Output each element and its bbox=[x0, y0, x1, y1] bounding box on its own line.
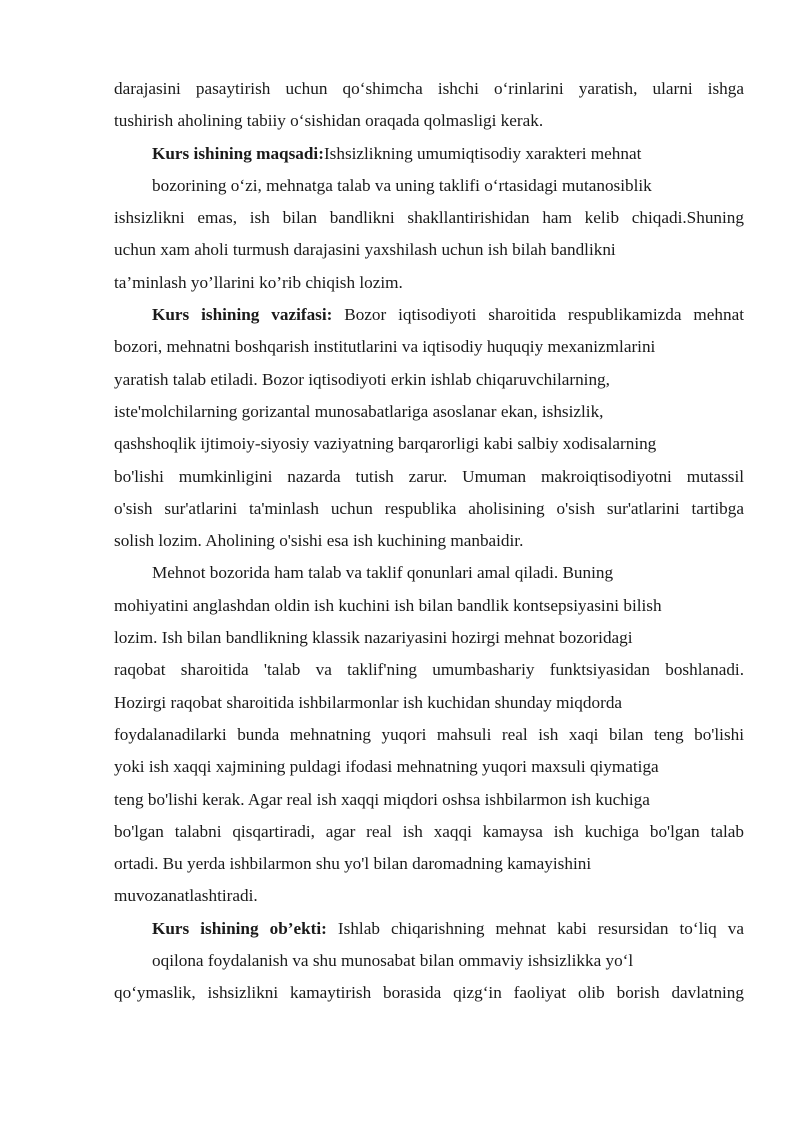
text-line bbox=[114, 880, 744, 912]
line-text: tushirish aholining tabiiy o‘sishidan oraqada qolmasligi kerak. bbox=[114, 111, 544, 131]
text-line bbox=[114, 590, 744, 622]
text-line bbox=[114, 428, 744, 460]
text-line bbox=[114, 73, 744, 105]
line-text: yaratish talab etiladi. Bozor iqtisodiyoti erkin ishlab chiqaruvchilarning, bbox=[114, 369, 610, 389]
line-text: ishsizlikni emas, ish bilan bandlikni shakllantirishidan ham kelib chiqadi.Shuning bbox=[114, 208, 744, 228]
text-line bbox=[114, 913, 744, 945]
text-line bbox=[114, 751, 744, 783]
line-text: Hozirgi raqobat sharoitida ishbilarmonlar ish kuchidan shunday miqdorda bbox=[114, 692, 623, 712]
section-heading: Kurs ishining ob’ekti: bbox=[152, 918, 327, 938]
text-line bbox=[114, 331, 744, 363]
line-text: mohiyatini anglashdan oldin ish kuchini ish bilan bandlik kontsepsiyasini bilish bbox=[114, 595, 662, 615]
line-text: qo‘ymaslik, ishsizlikni kamaytirish borasida qizg‘in faoliyat olib borish davlatning bbox=[114, 983, 744, 1003]
text-line bbox=[114, 557, 744, 589]
line-text: Ishlab chiqarishning mehnat kabi resursidan to‘liq va bbox=[326, 918, 744, 938]
text-line bbox=[114, 267, 744, 299]
line-text: ortadi. Bu yerda ishbilarmon shu yo'l bilan daromadning kamayishini bbox=[114, 854, 592, 874]
text-line bbox=[114, 170, 744, 202]
text-line bbox=[114, 977, 744, 1009]
text-line bbox=[114, 396, 744, 428]
text-line bbox=[114, 719, 744, 751]
text-line bbox=[114, 493, 744, 525]
line-text: ta’minlash yo’llarini ko’rib chiqish lozim. bbox=[114, 272, 403, 292]
line-text: iste'molchilarning gorizantal munosabatlariga asoslanar ekan, ishsizlik, bbox=[114, 401, 604, 421]
line-text: Ishsizlikning umumiqtisodiy xarakteri mehnat bbox=[323, 143, 642, 163]
line-text: bo'lishi mumkinligini nazarda tutish zarur. Umuman makroiqtisodiyotni mutassil bbox=[114, 466, 744, 486]
line-text: Bozor iqtisodiyoti sharoitida respublikamizda mehnat bbox=[332, 305, 744, 325]
line-text: Mehnot bozorida ham talab va taklif qonunlari amal qiladi. Buning bbox=[152, 563, 614, 583]
text-line bbox=[114, 848, 744, 880]
line-text: qashshoqlik ijtimoiy-siyosiy vaziyatning barqarorligi kabi salbiy xodisalarning bbox=[114, 434, 657, 454]
text-line bbox=[114, 654, 744, 686]
line-text: bo'lgan talabni qisqartiradi, agar real ish xaqqi kamaysa ish kuchiga bo'lgan talab bbox=[114, 821, 744, 841]
line-text: solish lozim. Aholining o'sishi esa ish kuchining manbaidir. bbox=[114, 531, 524, 551]
line-text: darajasini pasaytirish uchun qo‘shimcha ishchi o‘rinlarini yaratish, ularni ishga bbox=[114, 79, 744, 98]
text-line bbox=[114, 234, 744, 266]
text-line bbox=[114, 138, 744, 170]
text-line bbox=[114, 525, 744, 557]
line-text: raqobat sharoitida 'talab va taklif'ning umumbashariy funktsiyasidan boshlanadi. bbox=[114, 660, 744, 680]
line-text: foydalanadilarki bunda mehnatning yuqori mahsuli real ish xaqi bilan teng bo'lishi bbox=[114, 724, 744, 744]
text-line bbox=[114, 364, 744, 396]
text-line bbox=[114, 816, 744, 848]
text-line bbox=[114, 105, 744, 137]
section-heading: Kurs ishining vazifasi: bbox=[152, 305, 333, 325]
section-heading: Kurs ishining maqsadi: bbox=[152, 143, 324, 163]
line-text: bozorining o‘zi, mehnatga talab va uning taklifi o‘rtasidagi mutanosiblik bbox=[152, 175, 652, 195]
text-line bbox=[114, 687, 744, 719]
line-text: uchun xam aholi turmush darajasini yaxshilash uchun ish bilah bandlikni bbox=[114, 240, 616, 260]
text-line bbox=[114, 461, 744, 493]
line-text: bozori, mehnatni boshqarish institutlarini va iqtisodiy huquqiy mexanizmlarini bbox=[114, 337, 656, 357]
text-line bbox=[114, 299, 744, 331]
text-line bbox=[114, 202, 744, 234]
body-text bbox=[114, 73, 744, 1010]
line-text: teng bo'lishi kerak. Agar real ish xaqqi miqdori oshsa ishbilarmon ish kuchiga bbox=[114, 789, 650, 809]
line-text: yoki ish xaqqi xajmining puldagi ifodasi mehnatning yuqori maxsuli qiymatiga bbox=[114, 757, 659, 777]
line-text: lozim. Ish bilan bandlikning klassik nazariyasini hozirgi mehnat bozoridagi bbox=[114, 628, 633, 648]
line-text: muvozanatlashtiradi. bbox=[114, 886, 258, 906]
text-line bbox=[114, 784, 744, 816]
line-text: oqilona foydalanish va shu munosabat bilan ommaviy ishsizlikka yo‘l bbox=[152, 951, 634, 971]
text-line bbox=[114, 622, 744, 654]
text-line bbox=[114, 945, 744, 977]
line-text: o'sish sur'atlarini ta'minlash uchun respublika aholisining o'sish sur'atlarini tartibga bbox=[114, 498, 744, 518]
